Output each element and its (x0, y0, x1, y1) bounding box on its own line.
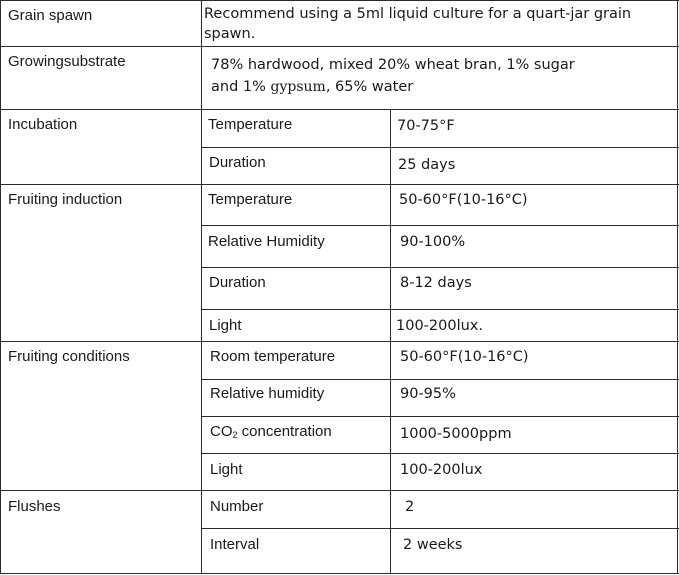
substrate-value-line1: 78% hardwood, mixed 20% wheat bran, 1% sugar (211, 57, 575, 73)
table-border-left (0, 0, 1, 574)
param-value: 2 weeks (403, 537, 463, 553)
column-divider (390, 109, 391, 574)
param-name: Interval (210, 536, 260, 553)
row-label-grain-spawn: Grain spawn (8, 7, 93, 24)
param-name: Temperature (208, 191, 293, 208)
param-value: 100-200lux. (396, 318, 483, 334)
substrate-value-line2 (211, 77, 413, 97)
substrate-text-a: and 1% (211, 79, 271, 95)
param-name: Room temperature (210, 348, 336, 365)
subrow-divider (201, 528, 679, 529)
param-value: 25 days (398, 157, 456, 173)
column-divider (201, 0, 202, 574)
subrow-divider (201, 309, 679, 310)
row-divider (0, 109, 679, 110)
row-label-flushes: Flushes (8, 498, 61, 515)
row-label-incubation: Incubation (8, 116, 78, 133)
row-label-growing-substrate: Growingsubstrate (8, 53, 126, 70)
co2-subscript: 2 (232, 430, 238, 440)
param-name: Duration (209, 274, 266, 291)
subrow-divider (201, 416, 679, 417)
param-name: Relative Humidity (208, 233, 325, 250)
param-name: Light (210, 461, 243, 478)
param-value: 90-100% (400, 234, 466, 250)
subrow-divider (201, 225, 679, 226)
subrow-divider (201, 147, 679, 148)
row-divider (0, 184, 679, 185)
table-border-top (0, 0, 679, 1)
param-name: Temperature (208, 116, 293, 133)
param-name: Light (209, 317, 242, 334)
param-value: 2 (405, 499, 415, 515)
row-divider (0, 490, 679, 491)
param-name-co2 (210, 422, 332, 442)
co2-prefix: CO (210, 423, 233, 440)
subrow-divider (201, 453, 679, 454)
param-value: 8-12 days (400, 275, 472, 291)
row-divider (0, 46, 679, 47)
substrate-text-gypsum: gypsum (270, 79, 326, 95)
table-border-right (677, 0, 678, 574)
row-label-fruiting-induction: Fruiting induction (8, 191, 123, 208)
subrow-divider (201, 379, 679, 380)
table-border-bottom (0, 573, 679, 574)
param-value: 1000-5000ppm (400, 426, 512, 442)
substrate-text-c: , 65% water (325, 79, 414, 95)
param-value: 100-200lux (400, 462, 483, 478)
grain-spawn-value: Recommend using a 5ml liquid culture for a quart-jar grain spawn. (204, 6, 632, 42)
param-value: 70-75°F (397, 118, 455, 134)
param-name: Number (210, 498, 264, 515)
subrow-divider (201, 267, 679, 268)
param-value: 50-60°F(10-16°C) (399, 192, 528, 208)
param-name: Duration (209, 154, 266, 171)
param-value: 90-95% (400, 386, 456, 402)
param-name: Relative humidity (210, 385, 325, 402)
param-value: 50-60°F(10-16°C) (400, 349, 529, 365)
co2-suffix: concentration (237, 423, 332, 440)
row-divider (0, 341, 679, 342)
row-label-fruiting-conditions: Fruiting conditions (8, 348, 130, 365)
